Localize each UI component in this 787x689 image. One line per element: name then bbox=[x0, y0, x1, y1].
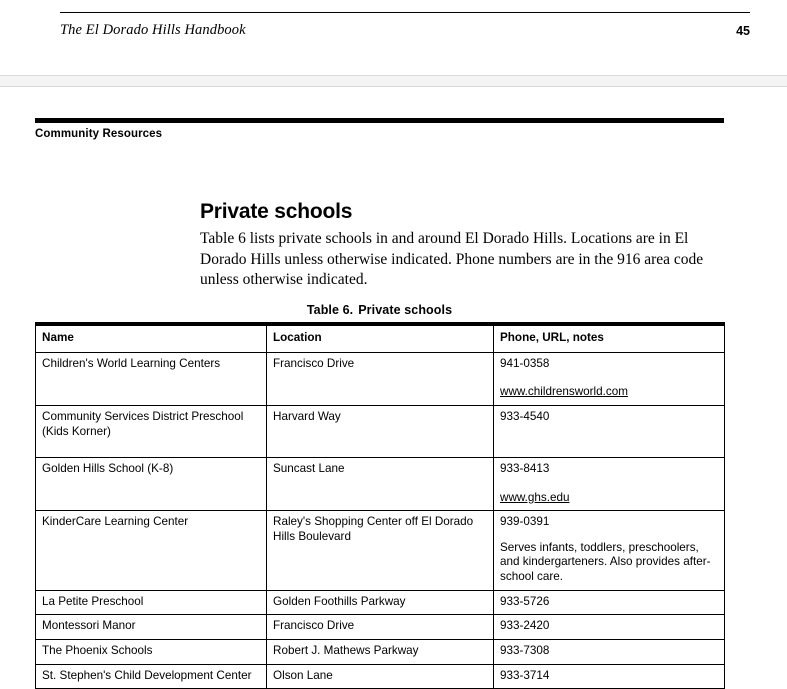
cell-location: Olson Lane bbox=[267, 664, 494, 689]
table-row bbox=[36, 615, 725, 640]
cell-phone-url-notes bbox=[494, 511, 725, 591]
phone-number: 941-0358 bbox=[500, 356, 550, 370]
section-running-head bbox=[35, 118, 724, 140]
cell-school-name: St. Stephen's Child Development Center bbox=[36, 664, 267, 689]
page-title: Private schools bbox=[200, 200, 353, 223]
private-schools-table bbox=[35, 322, 724, 689]
table-row bbox=[36, 405, 725, 457]
table-row bbox=[36, 511, 725, 591]
cell-school-name: Montessori Manor bbox=[36, 615, 267, 640]
cell-location: Francisco Drive bbox=[267, 352, 494, 405]
table-caption-label: Table 6. bbox=[306, 303, 354, 317]
intro-paragraph: Table 6 lists private schools in and around El Dorado Hills. Locations are in El Dorado Hills unless otherwise indicated. Phone numbers are in the 916 area code unless otherwise indicated. bbox=[200, 230, 704, 289]
phone-number: 933-8413 bbox=[500, 461, 550, 475]
cell-location: Harvard Way bbox=[267, 405, 494, 457]
cell-location: Suncast Lane bbox=[267, 457, 494, 510]
column-header-phone: Phone, URL, notes bbox=[494, 324, 725, 352]
cell-phone-url-notes bbox=[494, 615, 725, 640]
page-separator-band bbox=[0, 75, 787, 87]
table-row bbox=[36, 590, 725, 615]
phone-number: 933-2420 bbox=[500, 619, 550, 633]
table-body bbox=[36, 352, 725, 689]
cell-phone-url-notes bbox=[494, 664, 725, 689]
cell-location: Golden Foothills Parkway bbox=[267, 590, 494, 615]
phone-number: 933-3714 bbox=[500, 668, 550, 682]
table-row bbox=[36, 664, 725, 689]
article-content bbox=[200, 200, 724, 291]
phone-number: 933-4540 bbox=[500, 409, 550, 423]
table-caption bbox=[35, 303, 724, 317]
phone-number: 933-7308 bbox=[500, 643, 550, 657]
website-url[interactable]: www.childrensworld.com bbox=[500, 385, 628, 399]
page-header bbox=[60, 12, 750, 52]
cell-school-name: The Phoenix Schools bbox=[36, 639, 267, 664]
page-number: 45 bbox=[736, 24, 750, 38]
table-row bbox=[36, 352, 725, 405]
website-url[interactable]: www.ghs.edu bbox=[500, 490, 570, 504]
cell-school-name: Children's World Learning Centers bbox=[36, 352, 267, 405]
cell-school-name: La Petite Preschool bbox=[36, 590, 267, 615]
column-header-name: Name bbox=[36, 324, 267, 352]
cell-phone-url-notes bbox=[494, 457, 725, 510]
phone-number: 933-5726 bbox=[500, 594, 550, 608]
section-label: Community Resources bbox=[35, 128, 163, 140]
header-rule bbox=[60, 12, 750, 13]
cell-phone-url-notes bbox=[494, 590, 725, 615]
cell-location: Raley's Shopping Center off El Dorado Hills Boulevard bbox=[267, 511, 494, 591]
table-row bbox=[36, 639, 725, 664]
cell-location: Robert J. Mathews Parkway bbox=[267, 639, 494, 664]
column-header-location: Location bbox=[267, 324, 494, 352]
table-header-row bbox=[36, 324, 725, 352]
table-caption-title: Private schools bbox=[358, 303, 453, 317]
cell-school-name: KinderCare Learning Center bbox=[36, 511, 267, 591]
cell-school-name: Community Services District Preschool (Kids Korner) bbox=[36, 405, 267, 457]
book-title: The El Dorado Hills Handbook bbox=[60, 22, 246, 38]
cell-location: Francisco Drive bbox=[267, 615, 494, 640]
table-row bbox=[36, 457, 725, 510]
section-rule bbox=[35, 118, 724, 123]
cell-school-name: Golden Hills School (K-8) bbox=[36, 457, 267, 510]
cell-note: Serves infants, toddlers, preschoolers, and kindergarteners. Also provides after-school care. bbox=[500, 540, 711, 583]
cell-phone-url-notes bbox=[494, 352, 725, 405]
cell-phone-url-notes bbox=[494, 639, 725, 664]
cell-phone-url-notes bbox=[494, 405, 725, 457]
phone-number: 939-0391 bbox=[500, 515, 550, 529]
